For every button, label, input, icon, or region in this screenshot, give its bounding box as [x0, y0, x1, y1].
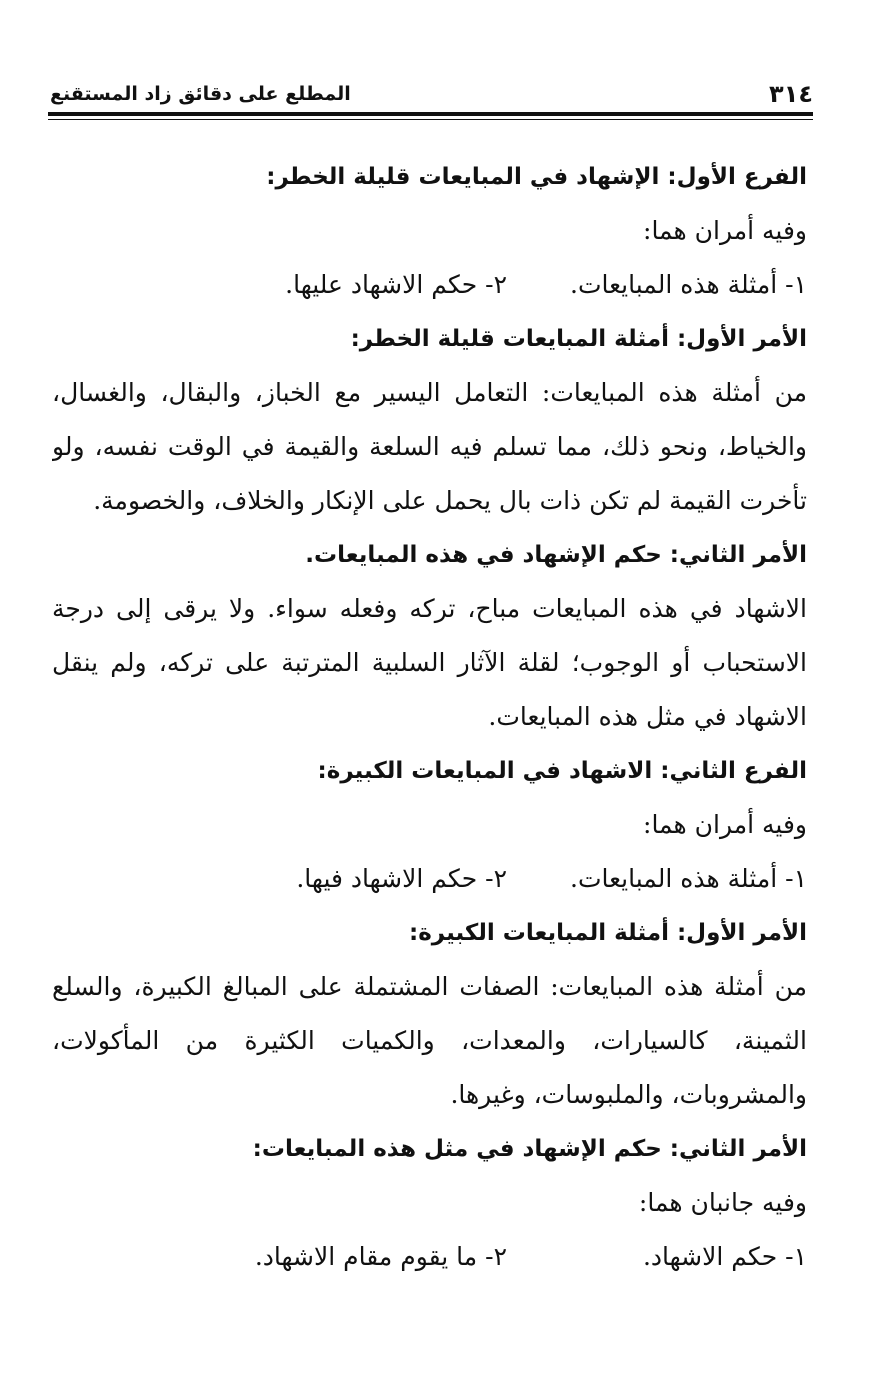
- outline-item-2a: ١- أمثلة هذه المبايعات.: [570, 864, 807, 893]
- paragraph-line: تأخرت القيمة لم تكن ذات بال يحمل على الإنكار والخلاف، والخصومة.: [93, 486, 807, 515]
- outline-item-2b: ٢- حكم الاشهاد فيها.: [296, 864, 507, 893]
- subheading-2: الأمر الثاني: حكم الإشهاد في هذه المبايعات.: [305, 542, 807, 568]
- paragraph-line: والمشروبات، والملبوسات، وغيرها.: [450, 1080, 807, 1109]
- section-heading-1: الفرع الأول: الإشهاد في المبايعات قليلة الخطر:: [266, 164, 807, 190]
- paragraph-line: من أمثلة هذه المبايعات: التعامل اليسير مع الخباز، والبقال، والغسال،: [52, 378, 807, 407]
- page-number: ٣١٤: [769, 80, 813, 108]
- header-rule-thick: [48, 112, 813, 116]
- page-body: [52, 150, 807, 1284]
- outline-item-1a: ١- أمثلة هذه المبايعات.: [570, 270, 807, 299]
- section-heading-2: الفرع الثاني: الاشهاد في المبايعات الكبيرة:: [317, 758, 807, 784]
- intro-line-1: وفيه أمران هما:: [643, 216, 807, 245]
- paragraph-line: الاشهاد في مثل هذه المبايعات.: [488, 702, 807, 731]
- header-rule-thin: [48, 119, 813, 120]
- outline-row-2: [52, 852, 807, 906]
- outline-item-3b: ٢- ما يقوم مقام الاشهاد.: [254, 1242, 507, 1271]
- intro-line-2: وفيه أمران هما:: [643, 810, 807, 839]
- page-header: [50, 78, 813, 108]
- paragraph-line: والخياط، ونحو ذلك، مما تسلم فيه السلعة والقيمة في الوقت نفسه، ولو: [52, 432, 807, 461]
- subheading-3: الأمر الأول: أمثلة المبايعات الكبيرة:: [409, 920, 807, 946]
- intro-line-3: وفيه جانبان هما:: [638, 1188, 807, 1217]
- paragraph-line: الثمينة، كالسيارات، والمعدات، والكميات الكثيرة من المأكولات،: [52, 1026, 807, 1055]
- outline-item-3a: ١- حكم الاشهاد.: [642, 1242, 807, 1271]
- paragraph-line: من أمثلة هذه المبايعات: الصفات المشتملة على المبالغ الكبيرة، والسلع: [52, 972, 807, 1001]
- subheading-1: الأمر الأول: أمثلة المبايعات قليلة الخطر:: [350, 326, 807, 352]
- paragraph-line: الاستحباب أو الوجوب؛ لقلة الآثار السلبية المترتبة على تركه، ولم ينقل: [52, 648, 807, 677]
- outline-row-3: [52, 1230, 807, 1284]
- paragraph-line: الاشهاد في هذه المبايعات مباح، تركه وفعله سواء. ولا يرقى إلى درجة: [52, 594, 807, 623]
- running-title: المطلع على دقائق زاد المستقنع: [50, 83, 351, 105]
- outline-item-1b: ٢- حكم الاشهاد عليها.: [285, 270, 507, 299]
- outline-row-1: [52, 258, 807, 312]
- subheading-4: الأمر الثاني: حكم الإشهاد في مثل هذه المبايعات:: [252, 1136, 807, 1162]
